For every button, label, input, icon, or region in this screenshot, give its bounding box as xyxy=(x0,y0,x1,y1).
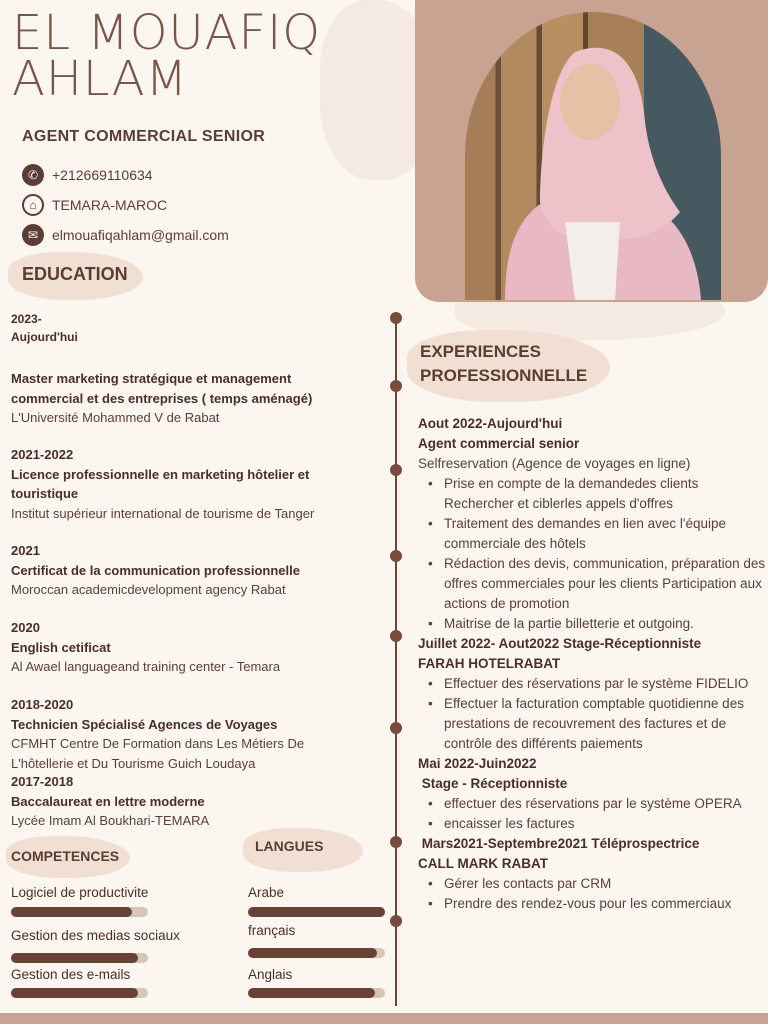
education-item: 2021-2022 Licence professionnelle en marketing hôtelier et touristique Institut supérieur international de tourisme de Tanger xyxy=(11,447,315,521)
task-item: • Effectuer des réservations par le système FIDELIO xyxy=(444,674,768,694)
skill-bar xyxy=(11,907,148,917)
timeline-dot xyxy=(390,380,402,392)
education-item: Master marketing stratégique et management commercial et des entreprises ( temps aménagé) L'Université Mohammed V de Rabat xyxy=(11,371,313,425)
footer-band xyxy=(0,1013,768,1024)
contact-email: ✉ elmouafiqahlam@gmail.com xyxy=(22,224,229,246)
skill-label: Gestion des e-mails xyxy=(11,967,131,982)
education-item: 2017-2018 Baccalaureat en lettre moderne Lycée Imam Al Boukhari-TEMARA xyxy=(11,774,210,828)
job-title: AGENT COMMERCIAL SENIOR xyxy=(22,128,266,145)
task-item: • Gérer les contacts par CRM xyxy=(444,874,768,894)
timeline-dot xyxy=(390,915,402,927)
language-bar xyxy=(248,988,385,998)
profile-photo xyxy=(465,12,721,300)
task-item: • Effectuer la facturation comptable quotidienne des prestations de recouvrement des factures et de contrôle des différents paiements xyxy=(444,694,768,754)
language-bar-fill xyxy=(248,988,375,998)
timeline-dot xyxy=(390,630,402,642)
education-item: 2023- Aujourd'hui xyxy=(11,312,78,344)
language-label: Arabe xyxy=(248,885,285,900)
task-item: • Prise en compte de la demandedes clients Rechercher et ciblerles appels d'offres xyxy=(444,474,768,514)
phone-icon: ✆ xyxy=(22,164,44,186)
langues-heading: LANGUES xyxy=(255,838,324,854)
candidate-name: EL MOUAFIQ AHLAM xyxy=(12,5,322,107)
skill-bar xyxy=(11,953,148,963)
timeline-dot xyxy=(390,312,402,324)
skill-bar-fill xyxy=(11,907,132,917)
skill-label: Logiciel de productivite xyxy=(11,885,149,900)
language-bar xyxy=(248,907,385,917)
timeline-dot xyxy=(390,550,402,562)
experience-item: Aout 2022-Aujourd'hui Agent commercial senior Selfreservation (Agence de voyages en ligne) • Prise en compte de la demandedes clients Rechercher et ciblerles appels d'offres • Traitement des demandes en lien avec l'équipe commerciale des hôtels • Rédaction des devis, communication, préparation des offres commerciales pour les clients Participation aux actions de promotion • Maitrise de la partie billetterie et outgoing. Juillet 2022- Aout2022 Stage-Réceptionniste FARAH HOTELRABAT • Effectuer des réservations par le système FIDELIO • Effectuer la facturation comptable quotidienne des prestations de recouvrement des factures et de contrôle des différents paiements Mai 2022-Juin2022 Stage - Réceptionniste • effectuer des réservations par le système OPERA • encaisser les factures Mars2021-Septembre2021 Téléprospectrice CALL MARK RABAT • Gérer les contacts par CRM • Prendre des rendez-vous pour les commerciaux xyxy=(418,414,768,914)
education-heading: EDUCATION xyxy=(22,264,128,284)
competences-heading: COMPETENCES xyxy=(11,848,120,864)
timeline-dot xyxy=(390,836,402,848)
language-label: français xyxy=(248,923,296,938)
timeline-dot xyxy=(390,464,402,476)
language-label: Anglais xyxy=(248,967,293,982)
contact-phone: ✆ +212669110634 xyxy=(22,164,153,186)
contact-location: ⌂ TEMARA-MAROC xyxy=(22,194,167,216)
education-item: 2020 English cetificat Al Awael languageand training center - Temara xyxy=(11,620,281,674)
experience-heading: EXPERIENCES PROFESSIONNELLE xyxy=(420,342,588,385)
task-item: • Maitrise de la partie billetterie et outgoing. xyxy=(444,614,768,634)
skill-bar-fill xyxy=(11,988,138,998)
home-icon: ⌂ xyxy=(22,194,44,216)
timeline-dot xyxy=(390,722,402,734)
skill-label: Gestion des medias sociaux xyxy=(11,928,180,943)
task-item: • Prendre des rendez-vous pour les commerciaux xyxy=(444,894,768,914)
task-item: • Traitement des demandes en lien avec l'équipe commerciale des hôtels xyxy=(444,514,768,554)
timeline-line xyxy=(395,316,397,1006)
task-item: • encaisser les factures xyxy=(444,814,768,834)
language-bar-fill xyxy=(248,907,385,917)
education-item: 2021 Certificat de la communication professionnelle Moroccan academicdevelopment agency Rabat xyxy=(11,543,300,597)
skill-bar xyxy=(11,988,148,998)
language-bar xyxy=(248,948,385,958)
task-item: • effectuer des réservations par le système OPERA xyxy=(444,794,768,814)
skill-bar-fill xyxy=(11,953,138,963)
language-bar-fill xyxy=(248,948,377,958)
task-item: • Rédaction des devis, communication, préparation des offres commerciales pour les clients Participation aux actions de promotion xyxy=(444,554,768,614)
mail-icon: ✉ xyxy=(22,224,44,246)
education-item: 2018-2020 Technicien Spécialisé Agences de Voyages CFMHT Centre De Formation dans Les Métiers De L'hôtellerie et Du Tourisme Guich Loudaya xyxy=(11,697,305,771)
